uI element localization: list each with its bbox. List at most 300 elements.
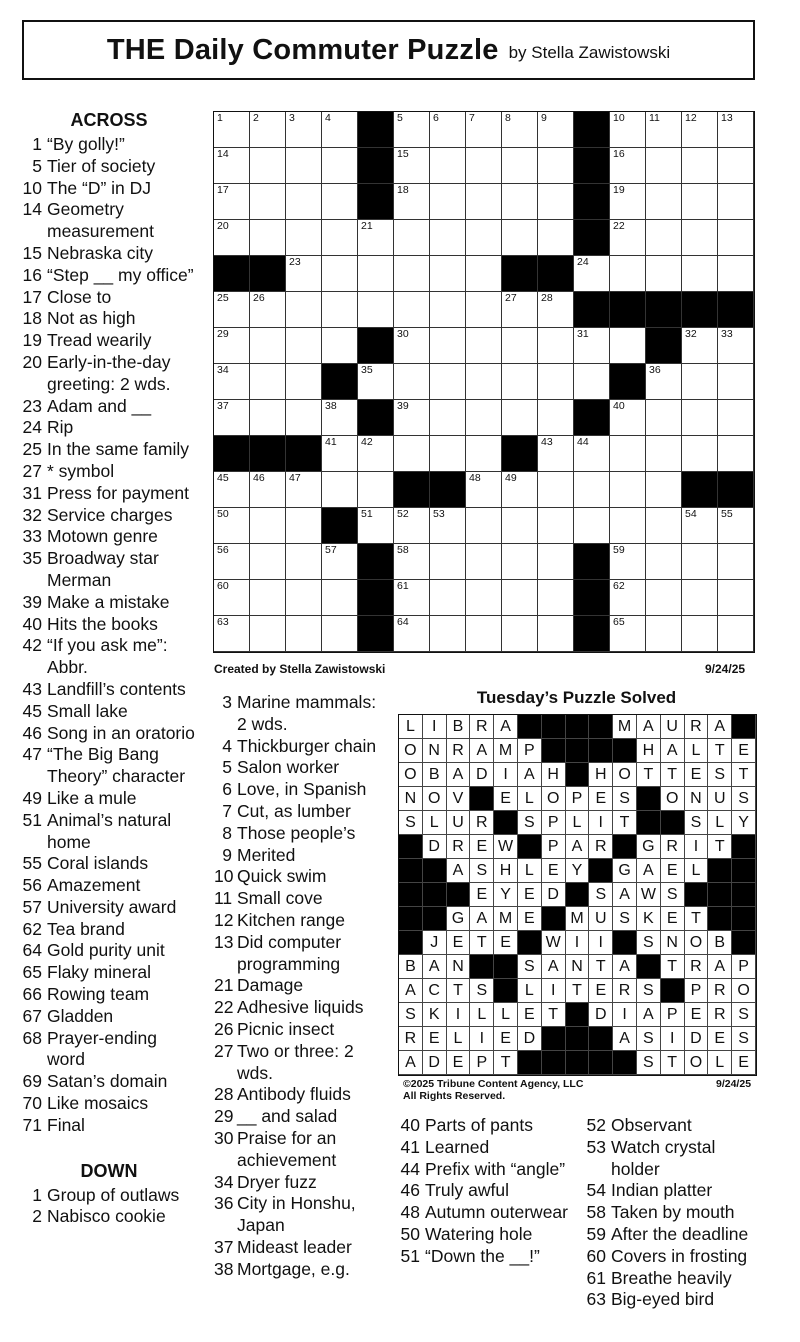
cell-number: 58	[397, 544, 409, 556]
grid-cell[interactable]	[610, 220, 646, 256]
grid-cell[interactable]	[286, 112, 322, 148]
cell-number: 36	[649, 364, 661, 376]
clue-text: Two or three: 2 wds.	[237, 1040, 354, 1083]
cell-number: 25	[217, 292, 229, 304]
grid-cell[interactable]	[466, 220, 502, 256]
solution-letter: G	[637, 835, 661, 859]
clue-text: Broadway star Merman	[47, 548, 159, 590]
grid-cell[interactable]	[358, 508, 394, 544]
solution-letter: L	[470, 1003, 494, 1027]
grid-cell[interactable]	[718, 256, 754, 292]
solution-letter: E	[589, 979, 613, 1003]
solution-letter: B	[399, 955, 423, 979]
solution-letter: A	[447, 763, 471, 787]
grid-cell[interactable]	[214, 508, 250, 544]
clue-text: Watch crystal holder	[611, 1136, 716, 1179]
grid-cell[interactable]	[682, 220, 718, 256]
solution-letter: P	[732, 955, 756, 979]
grid-cell[interactable]	[358, 256, 394, 292]
solution-letter: T	[661, 763, 685, 787]
clue-item	[20, 635, 198, 679]
solution-letter: U	[447, 811, 471, 835]
grid-cell[interactable]	[502, 616, 538, 652]
grid-cell[interactable]	[682, 112, 718, 148]
solution-letter: O	[685, 931, 709, 955]
grid-cell[interactable]	[394, 256, 430, 292]
grid-cell[interactable]	[502, 580, 538, 616]
grid-cell[interactable]	[718, 220, 754, 256]
clue-number: 15	[22, 242, 42, 263]
grid-cell[interactable]	[646, 400, 682, 436]
grid-block	[358, 184, 394, 220]
grid-cell[interactable]	[250, 328, 286, 364]
clue-text: Like mosaics	[47, 1093, 149, 1114]
grid-cell[interactable]	[466, 256, 502, 292]
clue-text: In the same family	[47, 439, 189, 460]
grid-cell[interactable]	[538, 220, 574, 256]
grid-cell[interactable]	[430, 616, 466, 652]
solution-letter: D	[542, 883, 566, 907]
grid-cell[interactable]	[214, 472, 250, 508]
grid-cell[interactable]	[430, 400, 466, 436]
grid-cell[interactable]	[286, 292, 322, 328]
grid-cell[interactable]	[286, 400, 322, 436]
grid-cell[interactable]	[394, 580, 430, 616]
cell-number: 38	[325, 400, 337, 412]
grid-cell[interactable]	[502, 400, 538, 436]
grid-cell[interactable]	[214, 184, 250, 220]
grid-cell[interactable]	[610, 436, 646, 472]
grid-cell[interactable]	[286, 328, 322, 364]
grid-cell[interactable]	[430, 256, 466, 292]
grid-block	[250, 436, 286, 472]
clue-item	[398, 1202, 578, 1224]
grid-cell[interactable]	[394, 148, 430, 184]
grid-cell[interactable]	[286, 184, 322, 220]
clue-text: Group of outlaws	[47, 1184, 180, 1205]
cell-number: 44	[577, 436, 589, 448]
grid-cell[interactable]	[250, 580, 286, 616]
grid-cell[interactable]	[538, 364, 574, 400]
grid-cell[interactable]	[250, 292, 286, 328]
grid-cell[interactable]	[322, 148, 358, 184]
grid-cell[interactable]	[610, 112, 646, 148]
grid-cell[interactable]	[466, 184, 502, 220]
grid-cell[interactable]	[322, 112, 358, 148]
clue-item	[20, 265, 198, 287]
grid-cell[interactable]	[394, 436, 430, 472]
solution-block	[732, 931, 756, 955]
clue-item	[398, 1137, 578, 1159]
clue-item	[20, 1185, 198, 1207]
solution-letter: S	[732, 1027, 756, 1051]
grid-cell[interactable]	[682, 544, 718, 580]
grid-cell[interactable]	[466, 400, 502, 436]
cell-number: 51	[361, 508, 373, 520]
grid-cell[interactable]	[538, 184, 574, 220]
grid-cell[interactable]	[718, 184, 754, 220]
clue-item	[214, 888, 386, 910]
grid-cell[interactable]	[646, 112, 682, 148]
grid-cell[interactable]	[430, 220, 466, 256]
grid-cell[interactable]	[358, 220, 394, 256]
clue-item	[584, 1289, 756, 1311]
grid-cell[interactable]	[430, 436, 466, 472]
grid-block	[502, 436, 538, 472]
grid-cell[interactable]	[394, 220, 430, 256]
solution-letter: T	[661, 955, 685, 979]
grid-cell[interactable]	[538, 616, 574, 652]
grid-cell[interactable]	[214, 292, 250, 328]
grid-cell[interactable]	[502, 184, 538, 220]
grid-cell[interactable]	[430, 580, 466, 616]
grid-cell[interactable]	[682, 616, 718, 652]
grid-cell[interactable]	[430, 184, 466, 220]
solution-letter: L	[708, 1051, 732, 1075]
grid-cell[interactable]	[322, 220, 358, 256]
clue-item	[398, 1159, 578, 1181]
clue-number: 10	[22, 177, 42, 198]
grid-cell[interactable]	[538, 436, 574, 472]
grid-cell[interactable]	[286, 508, 322, 544]
grid-cell[interactable]	[358, 472, 394, 508]
grid-cell[interactable]	[646, 148, 682, 184]
grid-cell[interactable]	[250, 472, 286, 508]
grid-cell[interactable]	[214, 220, 250, 256]
grid-cell[interactable]	[466, 112, 502, 148]
grid-cell[interactable]	[322, 256, 358, 292]
grid-cell[interactable]	[286, 472, 322, 508]
grid-cell[interactable]	[502, 544, 538, 580]
grid-block	[358, 544, 394, 580]
grid-cell[interactable]	[250, 220, 286, 256]
solution-letter: L	[708, 811, 732, 835]
grid-cell[interactable]	[718, 328, 754, 364]
clue-text: Not as high	[47, 308, 136, 329]
grid-cell[interactable]	[394, 112, 430, 148]
grid-cell[interactable]	[574, 328, 610, 364]
grid-cell[interactable]	[646, 472, 682, 508]
grid-cell[interactable]	[286, 616, 322, 652]
grid-cell[interactable]	[682, 148, 718, 184]
clue-item	[20, 1028, 198, 1072]
grid-cell[interactable]	[502, 472, 538, 508]
solution-letter: A	[661, 739, 685, 763]
grid-cell[interactable]	[250, 616, 286, 652]
grid-cell[interactable]	[610, 580, 646, 616]
grid-cell[interactable]	[538, 112, 574, 148]
grid-cell[interactable]	[682, 400, 718, 436]
grid-cell[interactable]	[502, 220, 538, 256]
grid-cell[interactable]	[718, 148, 754, 184]
grid-cell[interactable]	[646, 364, 682, 400]
grid-cell[interactable]	[250, 364, 286, 400]
grid-cell[interactable]	[466, 472, 502, 508]
grid-cell[interactable]	[574, 508, 610, 544]
solution-letter: M	[494, 907, 518, 931]
grid-cell[interactable]	[286, 364, 322, 400]
solution-letter: T	[685, 907, 709, 931]
grid-cell[interactable]	[538, 508, 574, 544]
solution-block	[708, 907, 732, 931]
grid-cell[interactable]	[466, 544, 502, 580]
grid-cell[interactable]	[718, 112, 754, 148]
clue-text: Animal’s natural home	[47, 809, 172, 852]
clue-number: 52	[586, 1115, 606, 1135]
grid-cell[interactable]	[394, 292, 430, 328]
grid-cell[interactable]	[538, 148, 574, 184]
clue-text: Observant	[611, 1115, 692, 1135]
grid-cell[interactable]	[610, 616, 646, 652]
grid-cell[interactable]	[538, 544, 574, 580]
clue-text: Antibody fluids	[237, 1084, 351, 1105]
grid-cell[interactable]	[538, 472, 574, 508]
clue-item	[584, 1180, 756, 1202]
grid-cell[interactable]	[466, 292, 502, 328]
clue-number: 35	[22, 548, 42, 569]
cell-number: 55	[721, 508, 733, 520]
grid-cell[interactable]	[718, 616, 754, 652]
grid-cell[interactable]	[574, 472, 610, 508]
grid-cell[interactable]	[682, 436, 718, 472]
solution-letter: P	[518, 739, 542, 763]
clue-item	[20, 526, 198, 548]
solution-letter: D	[685, 1027, 709, 1051]
grid-cell[interactable]	[250, 148, 286, 184]
grid-cell[interactable]	[286, 580, 322, 616]
grid-cell[interactable]	[646, 616, 682, 652]
grid-cell[interactable]	[574, 256, 610, 292]
solution-block	[399, 883, 423, 907]
grid-cell[interactable]	[322, 400, 358, 436]
grid-cell[interactable]	[214, 616, 250, 652]
grid-cell[interactable]	[214, 544, 250, 580]
grid-cell[interactable]	[682, 364, 718, 400]
clue-item	[214, 932, 386, 976]
grid-cell[interactable]	[322, 616, 358, 652]
clue-item	[214, 910, 386, 932]
grid-cell[interactable]	[538, 292, 574, 328]
grid-cell[interactable]	[610, 544, 646, 580]
grid-cell[interactable]	[466, 148, 502, 184]
grid-cell[interactable]	[214, 148, 250, 184]
grid-cell[interactable]	[610, 508, 646, 544]
grid-cell[interactable]	[286, 544, 322, 580]
grid-cell[interactable]	[502, 112, 538, 148]
grid-cell[interactable]	[394, 616, 430, 652]
grid-cell[interactable]	[718, 400, 754, 436]
grid-cell[interactable]	[610, 328, 646, 364]
solution-block	[589, 1051, 613, 1075]
solution-letter: W	[494, 835, 518, 859]
grid-cell[interactable]	[502, 328, 538, 364]
clue-item	[20, 548, 198, 592]
grid-cell[interactable]	[718, 580, 754, 616]
grid-cell[interactable]	[214, 364, 250, 400]
grid-cell[interactable]	[322, 436, 358, 472]
grid-cell[interactable]	[574, 364, 610, 400]
grid-cell[interactable]	[430, 112, 466, 148]
grid-cell[interactable]	[466, 328, 502, 364]
solution-letter: B	[447, 715, 471, 739]
grid-cell[interactable]	[502, 292, 538, 328]
grid-cell[interactable]	[682, 328, 718, 364]
clue-text: Prayer-ending word	[47, 1027, 157, 1070]
clue-number: 48	[400, 1202, 420, 1223]
grid-cell[interactable]	[718, 508, 754, 544]
grid-cell[interactable]	[466, 580, 502, 616]
grid-cell[interactable]	[610, 184, 646, 220]
grid-cell[interactable]	[682, 256, 718, 292]
grid-cell[interactable]	[502, 148, 538, 184]
grid-cell[interactable]	[286, 220, 322, 256]
grid-cell[interactable]	[502, 364, 538, 400]
grid-cell[interactable]	[502, 508, 538, 544]
solution-letter: G	[447, 907, 471, 931]
grid-cell[interactable]	[250, 184, 286, 220]
clue-number: 18	[22, 308, 42, 329]
grid-cell[interactable]	[286, 256, 322, 292]
grid-cell[interactable]	[358, 436, 394, 472]
grid-cell[interactable]	[610, 400, 646, 436]
grid-cell[interactable]	[646, 256, 682, 292]
clue-number: 22	[214, 997, 234, 1018]
clue-text: __ and salad	[237, 1106, 338, 1127]
grid-cell[interactable]	[214, 400, 250, 436]
grid-cell[interactable]	[394, 184, 430, 220]
solution-letter: W	[542, 931, 566, 955]
cell-number: 4	[325, 112, 331, 124]
solution-letter: E	[494, 931, 518, 955]
clue-item	[20, 308, 198, 330]
cell-number: 39	[397, 400, 409, 412]
grid-cell[interactable]	[466, 436, 502, 472]
grid-cell[interactable]	[250, 112, 286, 148]
grid-cell[interactable]	[682, 184, 718, 220]
grid-cell[interactable]	[610, 148, 646, 184]
solution-block	[518, 835, 542, 859]
grid-cell[interactable]	[250, 508, 286, 544]
grid-cell[interactable]	[466, 364, 502, 400]
solution-block	[732, 859, 756, 883]
clue-text: Watering hole	[425, 1223, 533, 1244]
grid-cell[interactable]	[394, 544, 430, 580]
grid-cell[interactable]	[322, 292, 358, 328]
grid-cell[interactable]	[358, 364, 394, 400]
solution-block	[518, 1051, 542, 1075]
grid-cell[interactable]	[430, 544, 466, 580]
grid-cell[interactable]	[430, 508, 466, 544]
solution-letter: A	[423, 955, 447, 979]
solution-letter: N	[447, 955, 471, 979]
solution-block	[399, 907, 423, 931]
grid-cell[interactable]	[250, 400, 286, 436]
grid-cell[interactable]	[682, 580, 718, 616]
grid-cell[interactable]	[214, 112, 250, 148]
clue-number: 68	[22, 1027, 42, 1048]
grid-cell[interactable]	[610, 256, 646, 292]
grid-cell[interactable]	[538, 400, 574, 436]
grid-cell[interactable]	[466, 616, 502, 652]
grid-cell[interactable]	[322, 544, 358, 580]
clue-item	[214, 823, 386, 845]
grid-cell[interactable]	[430, 148, 466, 184]
solution-letter: M	[494, 739, 518, 763]
clue-text: Quick swim	[237, 866, 327, 887]
clue-text: Gladden	[47, 1005, 114, 1026]
grid-cell[interactable]	[538, 328, 574, 364]
solution-letter: S	[732, 1003, 756, 1027]
solution-letter: S	[518, 955, 542, 979]
clue-item	[214, 779, 386, 801]
clue-number: 5	[222, 757, 232, 778]
grid-cell[interactable]	[718, 436, 754, 472]
grid-cell[interactable]	[646, 184, 682, 220]
grid-cell[interactable]	[646, 220, 682, 256]
solution-letter: L	[518, 787, 542, 811]
solution-letter: T	[708, 835, 732, 859]
solution-block	[423, 883, 447, 907]
grid-cell[interactable]	[394, 364, 430, 400]
grid-cell[interactable]	[574, 436, 610, 472]
grid-cell[interactable]	[214, 328, 250, 364]
clue-item	[584, 1268, 756, 1290]
clue-text: Tea brand	[47, 918, 125, 939]
grid-cell[interactable]	[322, 184, 358, 220]
grid-cell[interactable]	[430, 364, 466, 400]
grid-cell[interactable]	[250, 544, 286, 580]
grid-block	[538, 256, 574, 292]
grid-cell[interactable]	[718, 364, 754, 400]
grid-block	[574, 148, 610, 184]
crossword-grid	[213, 111, 755, 653]
grid-cell[interactable]	[286, 148, 322, 184]
solution-block	[661, 979, 685, 1003]
grid-cell[interactable]	[394, 508, 430, 544]
grid-cell[interactable]	[430, 292, 466, 328]
grid-cell[interactable]	[466, 508, 502, 544]
solution-letter: O	[423, 787, 447, 811]
solution-letter: R	[447, 835, 471, 859]
grid-cell[interactable]	[646, 436, 682, 472]
grid-cell[interactable]	[538, 580, 574, 616]
clue-number: 21	[214, 975, 234, 996]
solution-letter: L	[518, 979, 542, 1003]
grid-cell[interactable]	[646, 580, 682, 616]
grid-cell[interactable]	[358, 292, 394, 328]
clue-text: Merited	[237, 844, 296, 865]
cell-number: 14	[217, 148, 229, 160]
grid-cell[interactable]	[394, 328, 430, 364]
grid-cell[interactable]	[682, 508, 718, 544]
grid-cell[interactable]	[322, 328, 358, 364]
grid-cell[interactable]	[646, 508, 682, 544]
grid-cell[interactable]	[718, 544, 754, 580]
grid-cell[interactable]	[322, 472, 358, 508]
grid-cell[interactable]	[214, 580, 250, 616]
clue-item	[20, 396, 198, 418]
clue-number: 44	[400, 1158, 420, 1179]
grid-cell[interactable]	[394, 400, 430, 436]
grid-cell[interactable]	[430, 328, 466, 364]
grid-cell[interactable]	[610, 472, 646, 508]
grid-cell[interactable]	[322, 580, 358, 616]
clue-item	[20, 679, 198, 701]
grid-block	[214, 436, 250, 472]
solution-letter: A	[708, 955, 732, 979]
clue-text: City in Honshu, Japan	[237, 1193, 356, 1236]
grid-cell[interactable]	[646, 544, 682, 580]
